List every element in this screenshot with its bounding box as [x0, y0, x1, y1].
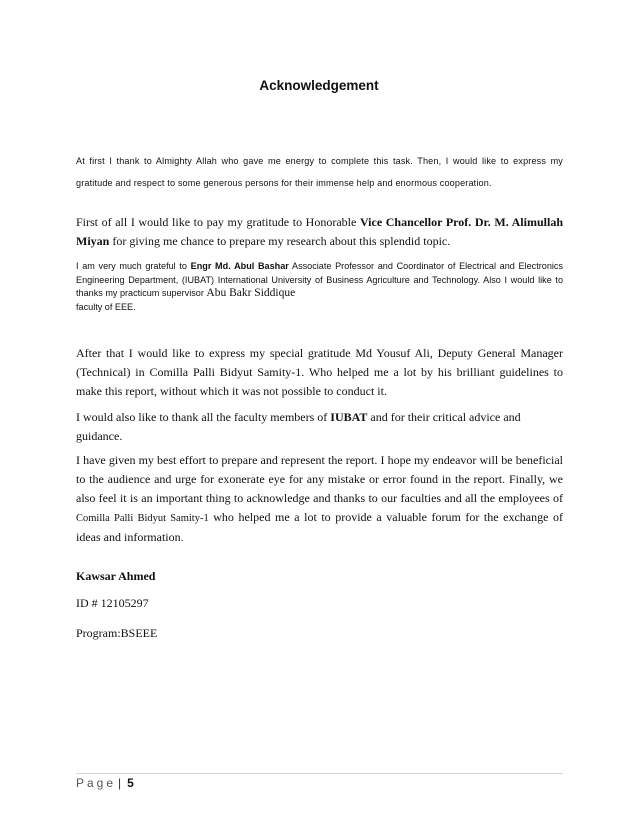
- text-run: and for their critical advice and guidance.: [76, 410, 521, 443]
- paragraph-intro: At first I thank to Almighty Allah who gave me energy to complete this task. Then, I would like to express my gratitude and respect to some generous persons for their immense help and enormous cooperation.: [76, 156, 563, 188]
- text-run: First of all I would like to pay my gratitude to Honorable: [76, 215, 360, 229]
- paragraph-dgm: After that I would like to express my special gratitude Md Yousuf Ali, Deputy General Manager (Technical) in Comilla Palli Bidyut Samity-1. Who helped me a lot by his brilliant guidelines to make this report, without which it was not possible to conduct it.: [76, 346, 563, 398]
- page-footer: [76, 776, 134, 790]
- vice-chancellor-name: Vice Chancellor Prof. Dr. M. Alimullah Miyan: [76, 215, 563, 248]
- text-run: for giving me chance to prepare my research about this splendid topic.: [109, 234, 451, 248]
- text-run: who helped me a lot to provide a valuable forum for the exchange of ideas and information.: [76, 510, 563, 544]
- signature-name: Kawsar Ahmed: [76, 569, 156, 583]
- text-run: I would also like to thank all the faculty members of: [76, 410, 331, 424]
- university-name: IUBAT: [330, 410, 368, 424]
- paragraph-vice-chancellor: [76, 213, 563, 251]
- text-run: Associate Professor and Coordinator of Electrical and Electronics Engineering Department, (IUBAT) International University of Business Agriculture and Technology. Also I would like to thanks my practicum supervisor: [76, 261, 563, 298]
- paragraph-faculty: [76, 408, 563, 446]
- page-label: Page: [76, 776, 117, 790]
- organization-name: Comilla Palli Bidyut Samity-1: [76, 513, 209, 524]
- page-number: 5: [127, 776, 134, 790]
- footer-divider: [76, 773, 563, 774]
- footer-separator: |: [118, 776, 122, 790]
- signature-id: ID # 12105297: [76, 596, 149, 610]
- page-title: Acknowledgement: [259, 78, 379, 93]
- text-run: faculty of EEE.: [76, 301, 136, 312]
- signature-program: Program:BSEEE: [76, 626, 158, 640]
- text-run: I have given my best effort to prepare and represent the report. I hope my endeavor will be beneficial to the audience and urge for exonerate eye for any mistake or error found in the report. Finally, we also feel it is an important thing to acknowledge and thanks to our faculties and all the employees of: [76, 453, 563, 505]
- paragraph-coordinator: [76, 260, 563, 314]
- paragraph-effort: [76, 451, 563, 547]
- coordinator-name: Engr Md. Abul Bashar: [190, 261, 289, 271]
- text-run: I am very much grateful to: [76, 261, 191, 271]
- supervisor-name: Abu Bakr Siddique: [206, 287, 296, 299]
